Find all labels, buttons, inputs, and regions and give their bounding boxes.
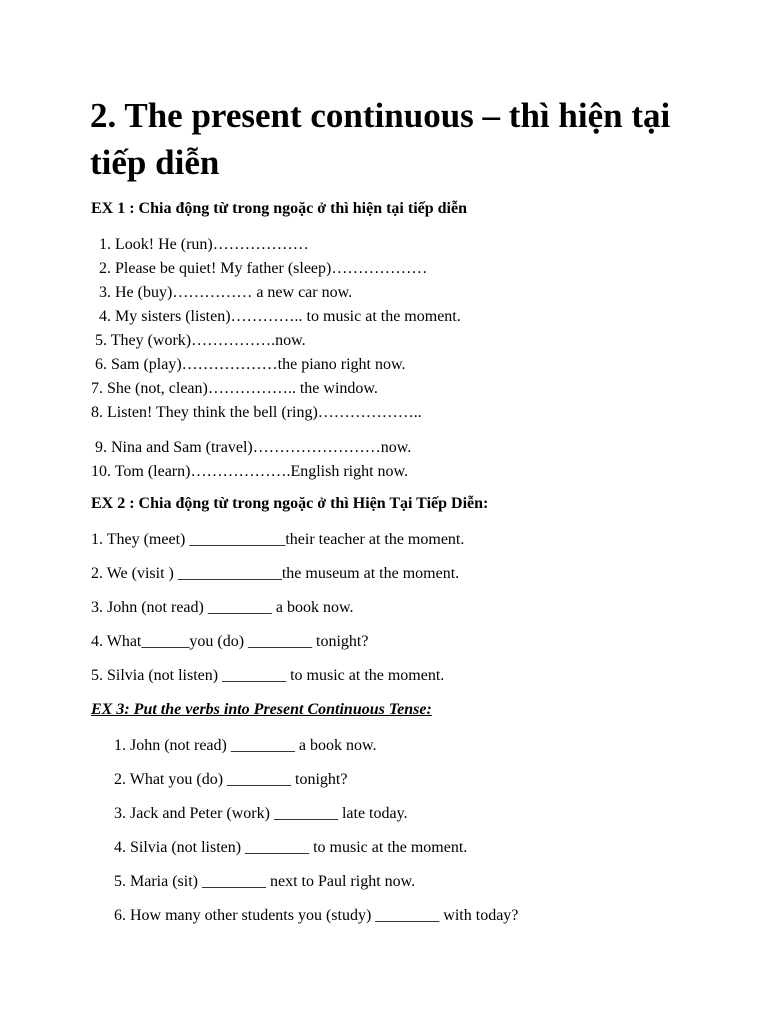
ex3-item: 5. Maria (sit) ________ next to Paul right now. [114, 873, 416, 890]
ex1-item: 7. She (not, clean)…………….. the window. [91, 380, 378, 397]
ex1-item: 2. Please be quiet! My father (sleep)……………… [99, 260, 428, 277]
ex3-item: 3. Jack and Peter (work) ________ late today. [114, 805, 408, 822]
ex3-heading: EX 3: Put the verbs into Present Continuous Tense: [91, 701, 432, 718]
ex1-item: 4. My sisters (listen)………….. to music at the moment. [99, 308, 461, 325]
ex3-item: 4. Silvia (not listen) ________ to music at the moment. [114, 839, 468, 856]
ex2-item: 3. John (not read) ________ a book now. [91, 599, 354, 616]
ex1-item: 5. They (work)…………….now. [95, 332, 306, 349]
ex1-item: 6. Sam (play)………………the piano right now. [95, 356, 406, 373]
ex2-item: 4. What______you (do) ________ tonight? [91, 633, 369, 650]
ex1-item: 1. Look! He (run)……………… [99, 236, 309, 253]
ex3-item: 1. John (not read) ________ a book now. [114, 737, 377, 754]
ex3-item: 2. What you (do) ________ tonight? [114, 771, 348, 788]
ex1-heading: EX 1 : Chia động từ trong ngoặc ở thì hiện tại tiếp diễn [91, 200, 467, 217]
ex2-item: 1. They (meet) ____________their teacher at the moment. [91, 531, 465, 548]
ex1-item: 3. He (buy)…………… a new car now. [99, 284, 353, 301]
page-title: 2. The present continuous – thì hiện tại tiếp diễn [90, 96, 671, 182]
ex3-item: 6. How many other students you (study) ________ with today? [114, 907, 519, 924]
ex1-item: 8. Listen! They think the bell (ring)……………….. [91, 404, 422, 421]
ex1-item: 10. Tom (learn)……………….English right now. [91, 463, 409, 480]
ex2-heading: EX 2 : Chia động từ trong ngoặc ở thì Hiện Tại Tiếp Diễn: [91, 495, 489, 512]
ex1-item: 9. Nina and Sam (travel)……………………now. [95, 439, 412, 456]
ex2-item: 5. Silvia (not listen) ________ to music at the moment. [91, 667, 445, 684]
ex2-item: 2. We (visit ) _____________the museum at the moment. [91, 565, 460, 582]
